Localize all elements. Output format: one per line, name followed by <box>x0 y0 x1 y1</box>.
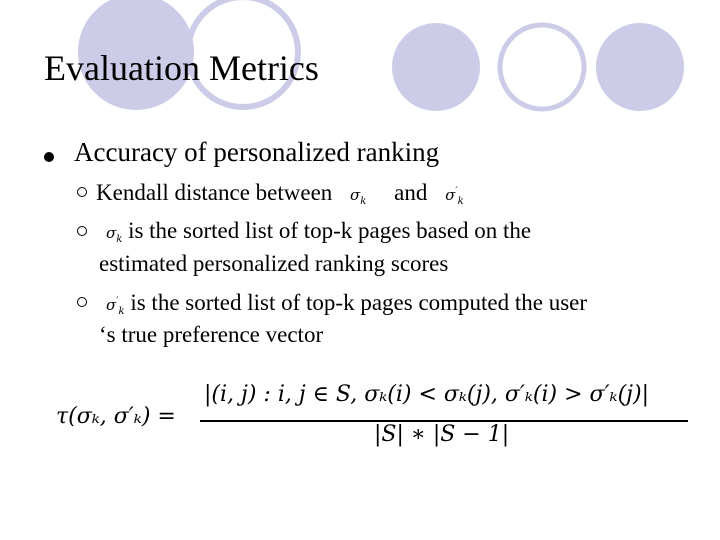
bullet-text: Accuracy of personalized ranking <box>74 137 440 167</box>
sigma-k-symbol: $\sigma_k$ <box>106 224 123 245</box>
sub-bullet-2-text: is the sorted list of top-k pages based on the <box>128 218 532 243</box>
sub-bullet-1-and: and <box>394 180 428 205</box>
filled-circle-2 <box>392 23 480 111</box>
sigma-k-prime-symbol: $\sigma'_k$ <box>445 186 464 207</box>
sub-bullet-1 <box>96 175 464 219</box>
formula-numerator: |(i, j) : i, j ∈ S, σₖ(i) < σₖ(j), σ′ₖ(i) > σ′ₖ(j)| <box>204 382 649 407</box>
sub-bullet-circle-icon <box>77 226 87 236</box>
sub-bullet-3-text: is the sorted list of top-k pages computed the user <box>130 290 588 315</box>
sub-bullet-circle-icon <box>77 297 87 307</box>
sub-bullet-3-continuation: ‘s true preference vector <box>99 322 324 347</box>
sub-bullet-2-continuation: estimated personalized ranking scores <box>99 251 449 276</box>
kendall-formula <box>56 382 696 462</box>
formula-denominator: |S| ∗ |S − 1| <box>374 422 510 447</box>
sigma-k-prime-symbol: $\sigma'_k$ <box>106 296 125 317</box>
formula-lhs: τ(σₖ, σ′ₖ) = <box>56 404 176 429</box>
slide-title: Evaluation Metrics <box>44 48 319 88</box>
sub-bullet-circle-icon <box>77 187 87 197</box>
filled-circle-3 <box>596 23 684 111</box>
sub-bullet-1-text: Kendall distance between <box>96 180 333 205</box>
ring-circle-2 <box>500 25 584 109</box>
bullet-dot-icon <box>44 152 54 162</box>
sigma-k-symbol: $\sigma_k$ <box>350 186 367 207</box>
